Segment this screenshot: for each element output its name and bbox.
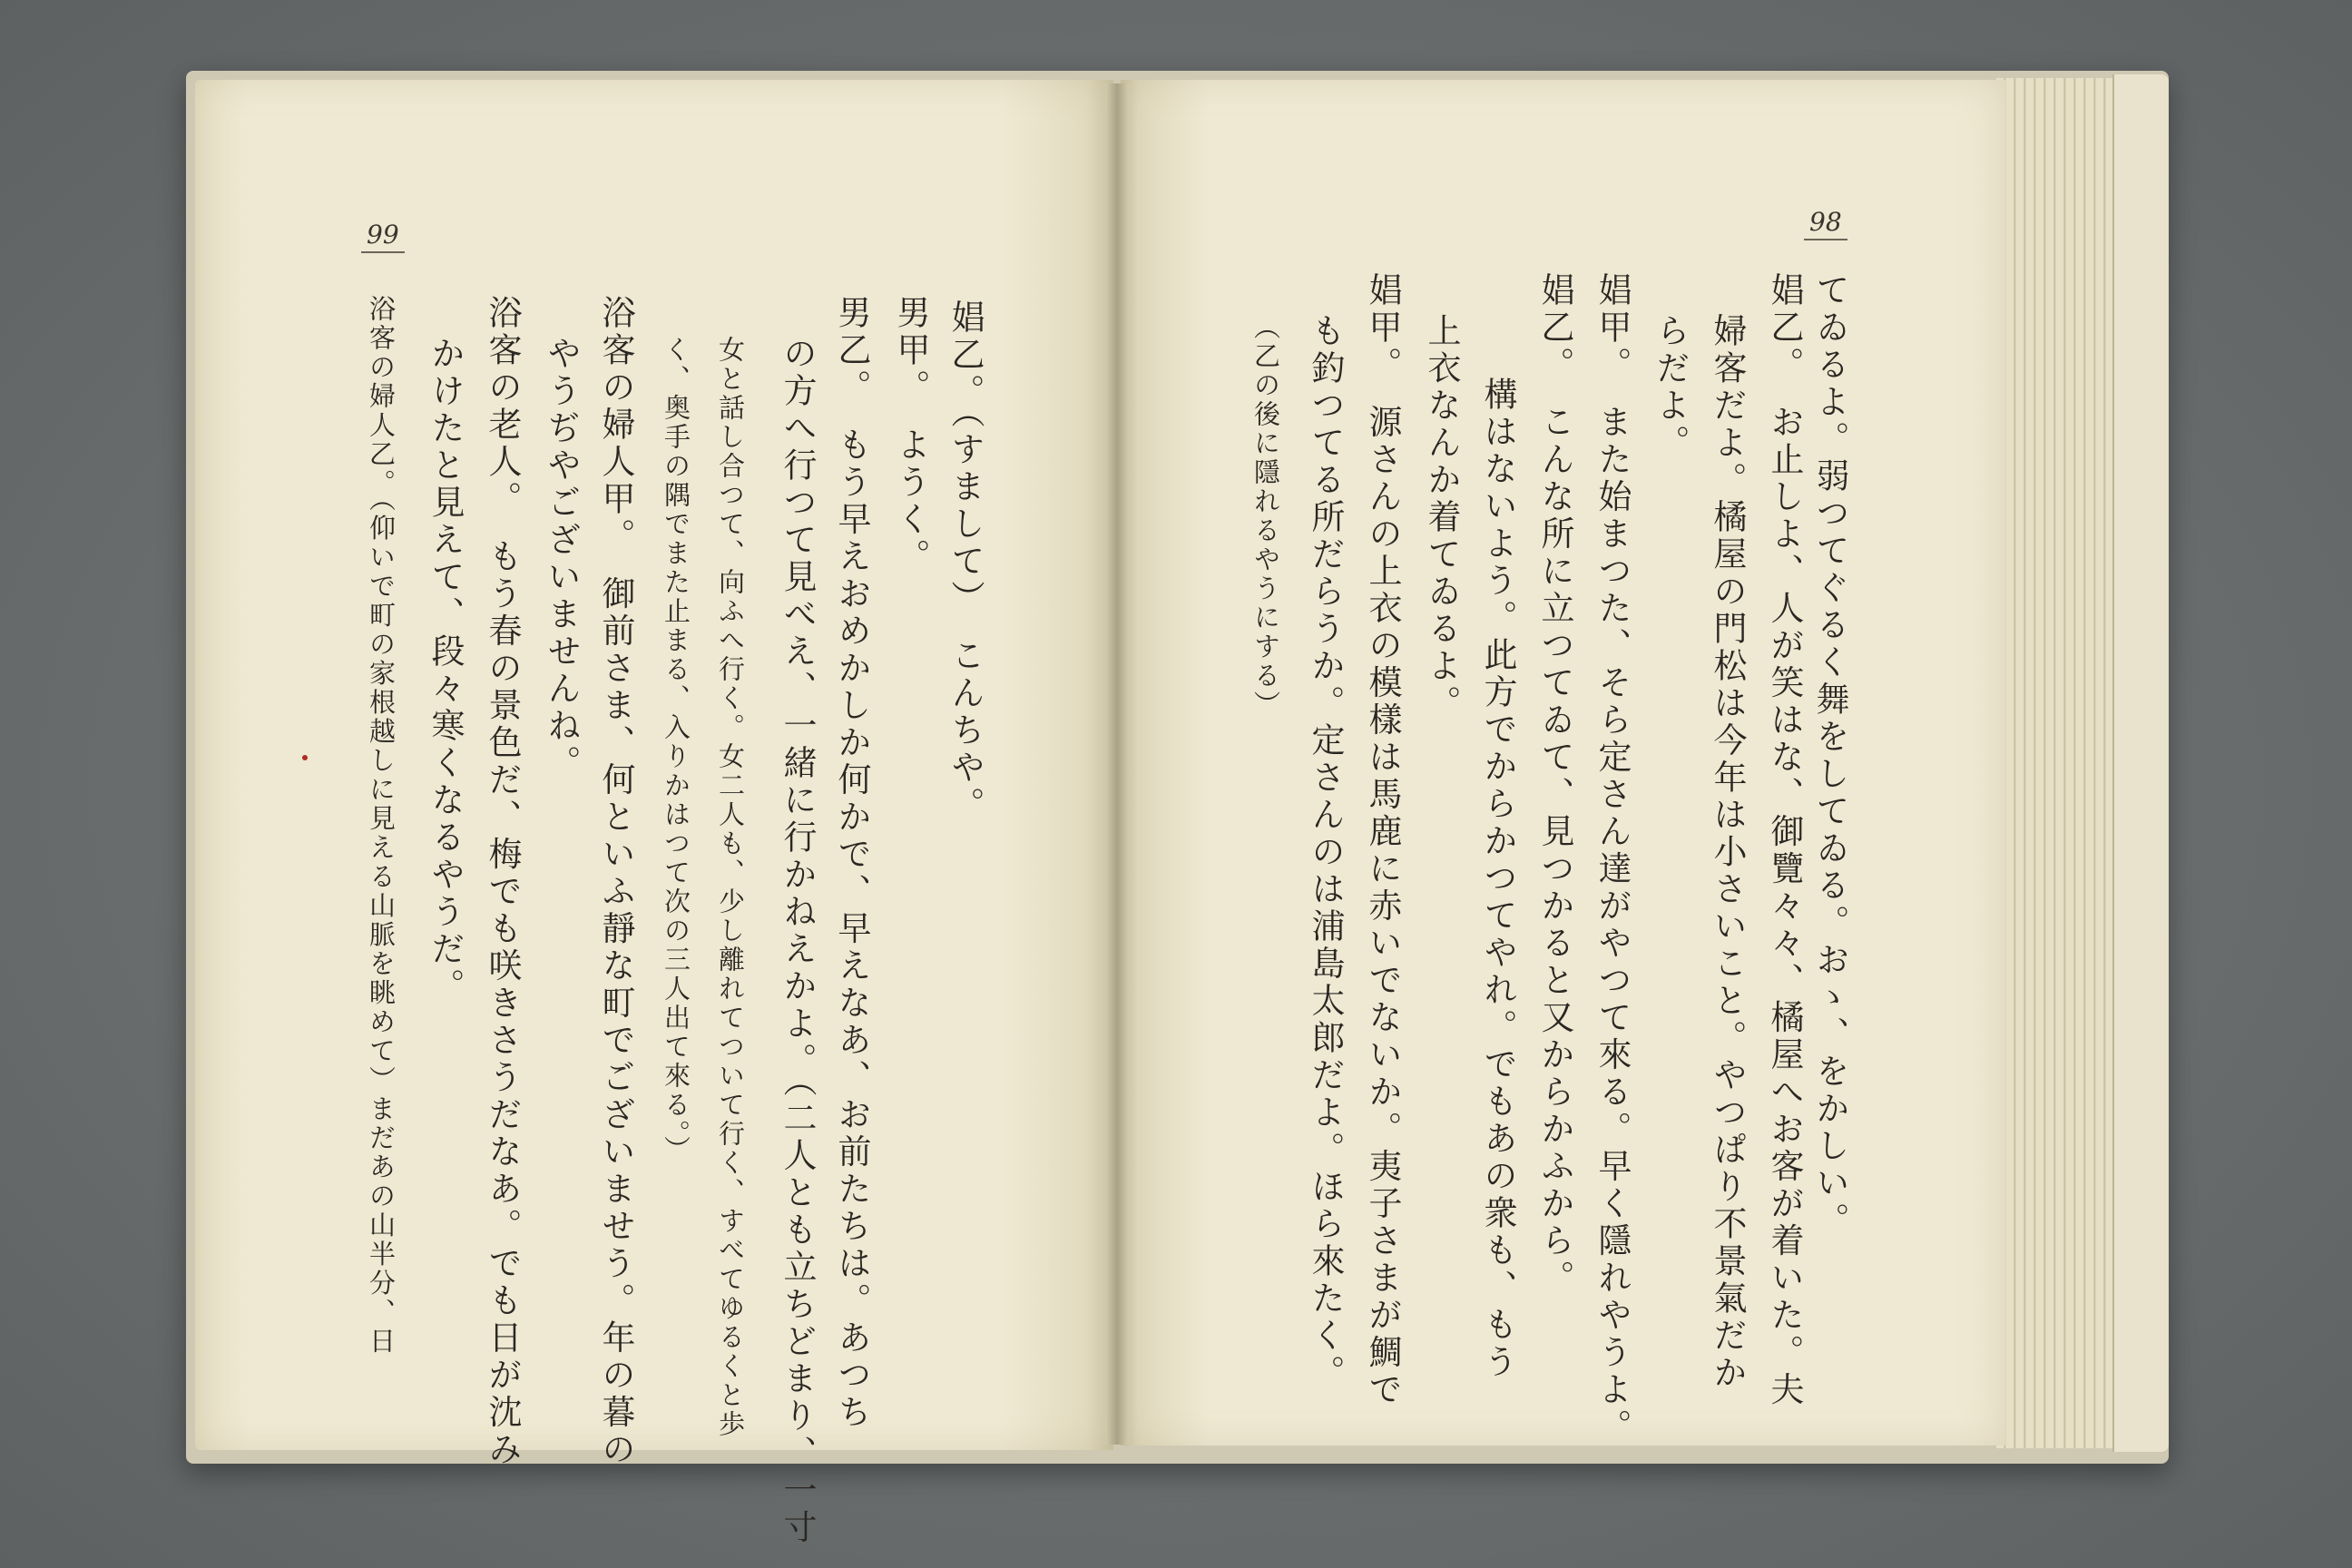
left-col-4: の方へ行つて見べえ、一緒に行かねえかよ。（二人とも立ちどまり、一寸: [778, 336, 817, 1547]
left-col-6: く、奥手の隅でまた止まる、入りかはつて次の三人出て來る。）: [661, 336, 691, 1165]
left-col-8: やうぢやございませんね。: [542, 336, 581, 782]
right-col-11-stage-direction: （乙の後に隱れるやうにする）: [1250, 313, 1281, 720]
left-col-9: 浴客の老人。 もう春の景色だ、梅でも咲きさうだなあ。でも日が沈み: [483, 295, 522, 1469]
left-col-7: 浴客の婦人甲。 御前さま、何といふ靜な町でございませう。年の暮の: [596, 295, 635, 1469]
left-page-number: 99: [361, 220, 405, 253]
left-col-3: 男乙。 もう早えおめかしか何かで、早えなあ、お前たちは。あつち: [832, 295, 871, 1432]
right-col-5: 娼甲。 また始まつた、そら定さん達がやつて來る。早く隱れやうよ。: [1592, 272, 1632, 1446]
left-col-10: かけたと見えて、段々寒くなるやうだ。: [426, 336, 465, 1005]
right-col-3: 婦客だよ。橘屋の門松は今年は小さいこと。やつぱり不景氣だか: [1708, 313, 1747, 1392]
right-col-9: 娼甲。 源さんの上衣の模樣は馬鹿に赤いでないか。夷子さまが鯛で: [1363, 272, 1402, 1409]
right-col-6: 娼乙。 こんな所に立つてゐて、見つかると又からかふから。: [1535, 272, 1574, 1298]
right-col-2: 娼乙。 お止しよ、人が笑はな、御覽々々、橘屋へお客が着いた。夫: [1765, 272, 1804, 1409]
right-col-4: らだよ。: [1651, 313, 1690, 462]
right-col-8: 上衣なんか着てゐるよ。: [1422, 313, 1461, 722]
right-page-number: 98: [1804, 207, 1847, 240]
red-ink-mark: [302, 755, 308, 760]
left-col-11: 浴客の婦人乙。（仰いで町の家根越しに見える山脈を眺めて）まだあの山半分、日: [366, 295, 397, 1357]
right-col-10: も釣つてる所だらうか。定さんのは浦島太郎だよ。ほら來たく。: [1306, 313, 1345, 1392]
right-col-7: 構はないよう。此方でからかつてやれ。でもあの衆も、もう: [1478, 377, 1517, 1381]
book-gutter: [1105, 83, 1129, 1445]
left-col-5: 女と話し合つて、向ふへ行く。女二人も、少し離れてついて行く、すべてゆるくと歩: [715, 336, 746, 1439]
page-stack-edge: [2112, 74, 2169, 1452]
left-col-1: 娼乙。（すまして） こんちや。: [946, 299, 985, 824]
right-col-1: てゐるよ。弱つてぐるく舞をしてゐる。おゝ、をかしい。: [1810, 272, 1849, 1240]
left-col-2: 男甲。 ようく。: [891, 295, 930, 576]
